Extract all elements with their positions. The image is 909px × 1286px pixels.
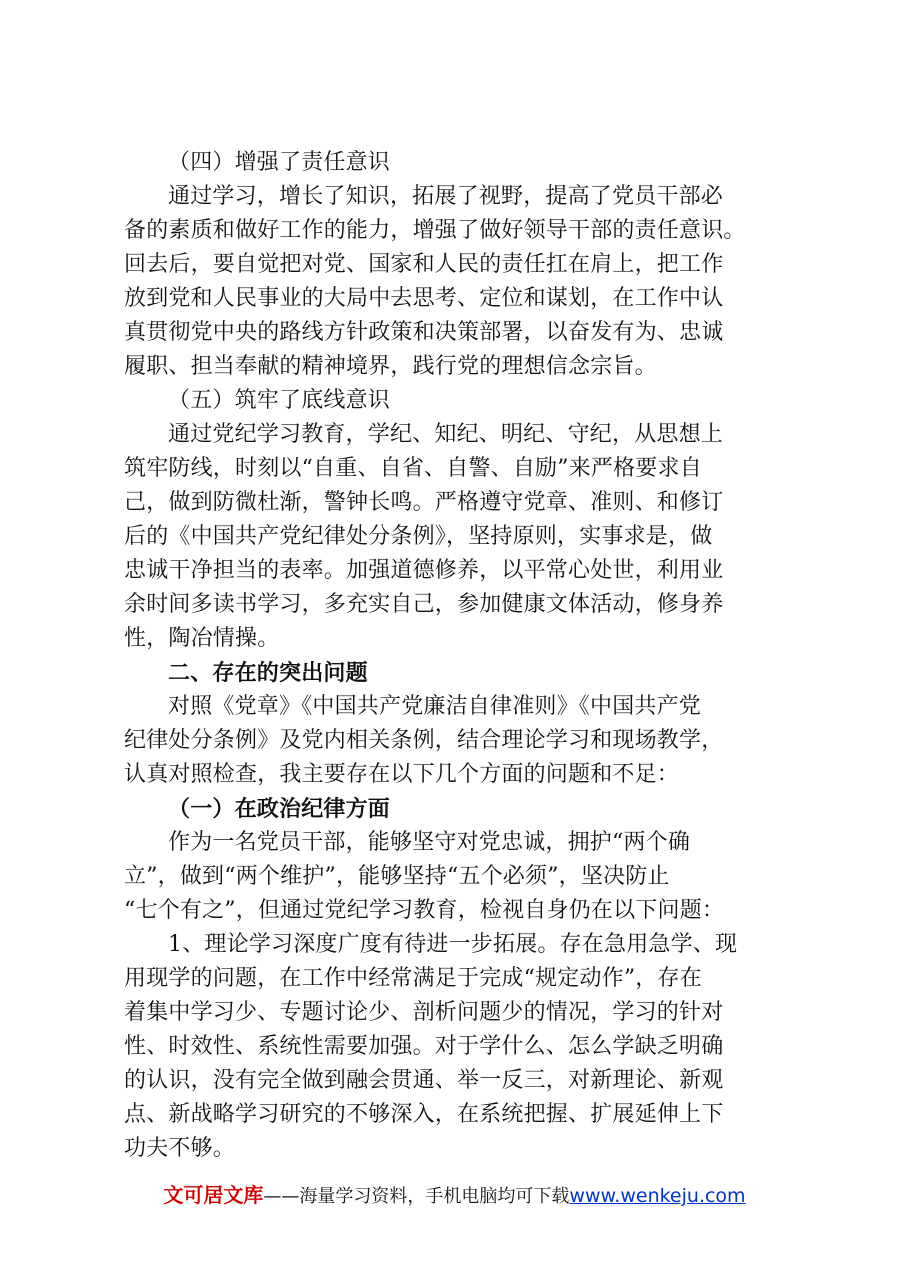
text-line: 忠诚干净担当的表率。加强道德修养，以平常心处世，利用业	[124, 558, 724, 583]
text-line: 放到党和人民事业的大局中去思考、定位和谋划，在工作中认	[124, 286, 724, 311]
text-line: “七个有之”，但通过党纪学习教育，检视自身仍在以下问题：	[124, 898, 725, 923]
text-line: 己，做到防微杜渐，警钟长鸣。严格遵守党章、准则、和修订	[124, 490, 724, 515]
text-line: 立”，做到“两个维护”，能够坚持“五个必须”，坚决防止	[124, 864, 670, 889]
text-line: 筑牢防线，时刻以“自重、自省、自警、自励”来严格要求自	[124, 456, 702, 481]
text-line: 着集中学习少、专题讨论少、剖析问题少的情况，学习的针对	[124, 1000, 724, 1025]
footer-tagline: ——海量学习资料，手机电脑均可下载	[263, 1186, 570, 1207]
text-line: 备的素质和做好工作的能力，增强了做好领导干部的责任意识。	[124, 218, 746, 243]
text-line: 余时间多读书学习，多充实自己，参加健康文体活动，修身养	[124, 592, 724, 617]
text-line: 纪律处分条例》及党内相关条例，结合理论学习和现场教学，	[124, 728, 724, 753]
paragraph-first-line: 1、理论学习深度广度有待进一步拓展。存在急用急学、现	[168, 932, 738, 957]
text-line: 点、新战略学习研究的不够深入，在系统把握、扩展延伸上下	[124, 1102, 724, 1127]
paragraph-first-line: 对照《党章》《中国共产党廉洁自律准则》《中国共产党	[168, 694, 702, 719]
footer-brand: 文可居文库	[163, 1183, 264, 1207]
text-line: 用现学的问题，在工作中经常满足于完成“规定动作”，存在	[124, 966, 702, 991]
paragraph-first-line: 通过党纪学习教育，学纪、知纪、明纪、守纪，从思想上	[168, 422, 724, 447]
paragraph-first-line: 通过学习，增长了知识，拓展了视野，提高了党员干部必	[168, 184, 724, 209]
text-line: 履职、担当奉献的精神境界，践行党的理想信念宗旨。	[124, 354, 657, 379]
subsection-heading: （四）增强了责任意识	[168, 150, 391, 175]
page-footer	[0, 1180, 909, 1212]
paragraph-first-line: 作为一名党员干部，能够坚守对党忠诚，拥护“两个确	[168, 830, 691, 855]
footer-link[interactable]: www.wenkeju.com	[569, 1185, 746, 1207]
text-line: 真贯彻党中央的路线方针政策和决策部署，以奋发有为、忠诚	[124, 320, 724, 345]
subsection-heading: （一）在政治纪律方面	[168, 796, 391, 822]
section-heading: 二、存在的突出问题	[168, 660, 368, 686]
text-line: 功夫不够。	[124, 1136, 236, 1161]
document-body	[124, 146, 794, 1166]
text-line: 的认识，没有完全做到融会贯通、举一反三，对新理论、新观	[124, 1068, 724, 1093]
text-line: 后的《中国共产党纪律处分条例》，坚持原则，实事求是，做	[124, 524, 713, 549]
text-line: 回去后，要自觉把对党、国家和人民的责任扛在肩上，把工作	[124, 252, 724, 277]
subsection-heading: （五）筑牢了底线意识	[168, 388, 391, 413]
text-line: 性、时效性、系统性需要加强。对于学什么、怎么学缺乏明确	[124, 1034, 724, 1059]
text-line: 认真对照检查，我主要存在以下几个方面的问题和不足：	[124, 762, 680, 787]
text-line: 性，陶冶情操。	[124, 626, 280, 651]
